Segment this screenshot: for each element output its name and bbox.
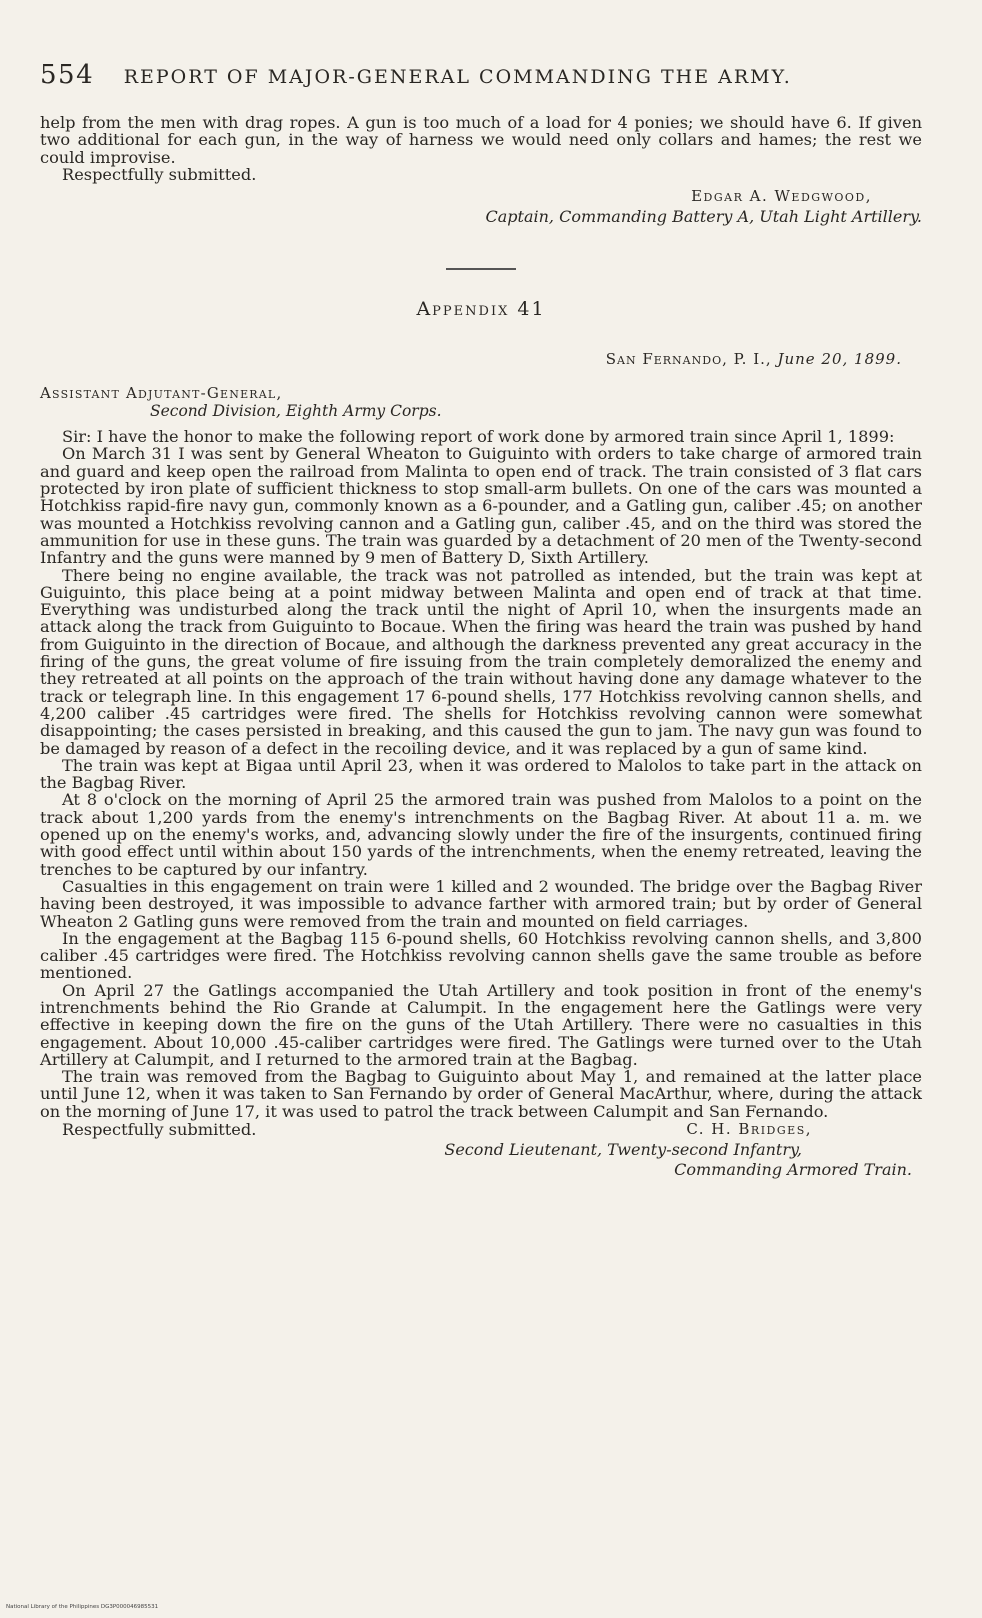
appendix-heading: Appendix 41 <box>416 298 546 321</box>
running-header <box>40 60 922 90</box>
paragraph: The train was removed from the Bagbag to Guiguinto about May 1, and remained at the latter place until June 12, when it was taken to San Fernando by order of General MacArthur, where, during the attack on the morning of June 17, it was used to patrol the track between Calumpit and San Fernando. <box>40 1067 922 1121</box>
letter-signer-name: C. H. Bridges, <box>686 1120 812 1139</box>
first-letter-signer-name: Edgar A. Wedgwood, <box>691 187 872 206</box>
addressee: Assistant Adjutant-General, <box>40 384 283 403</box>
page-number: 554 <box>40 60 95 90</box>
letter-closing: Respectfully submitted. <box>62 1120 257 1140</box>
letter-signer-command: Commanding Armored Train. <box>674 1160 912 1180</box>
paragraph: Casualties in this engagement on train were 1 killed and 2 wounded. The bridge over the Bagbag River having been destroyed, it was impossible to advance farther with armored train; but by order of General Wheaton 2 Gatling guns were removed from the train and mounted on field carriages. <box>40 876 922 931</box>
letter-signer-title: Second Lieutenant, Twenty-second Infantry, <box>444 1140 802 1160</box>
letter-signature-block <box>40 1120 922 1190</box>
scan-footer: National Library of the Philippines DG3P000046985531 <box>6 1604 159 1610</box>
addressee-unit: Second Division, Eighth Army Corps. <box>150 402 442 421</box>
paragraph: In the engagement at the Bagbag 115 6-pound shells, 60 Hotchkiss revolving cannon shells, and 3,800 caliber .45 cartridges were fired. The Hotchkiss revolving cannon shells gave the same trouble as before mentioned. <box>40 928 922 983</box>
paragraph: On March 31 I was sent by General Wheaton to Guiguinto with orders to take charge of armored train and guard and keep open the railroad from Malinta to open end of track. The train consisted of 3 flat cars protected by iron plate of sufficient thickness to stop small-arm bullets. On one of the cars was mounted a Hotchkiss rapid-fire navy gun, commonly known as a 6-pounder, and a Gatling gun, caliber .45; on another was mounted a Hotchkiss revolving cannon and a Gatling gun, caliber .45, and on the third was stored the ammunition for use in these guns. The train was guarded by a detachment of 20 men of the Twenty-second Infantry and the guns were manned by 9 men of Battery D, Sixth Artillery. <box>40 444 922 568</box>
paragraph: The train was kept at Bigaa until April 23, when it was ordered to Malolos to take part in the attack on the Bagbag River. <box>40 755 922 793</box>
header-title: REPORT OF MAJOR-GENERAL COMMANDING THE ARMY. <box>123 66 792 88</box>
paragraph: There being no engine available, the track was not patrolled as intended, but the train was kept at Guiguinto, this place being at a point midway between Malinta and open end of track at that time. Everything was undisturbed along the track until the night of April 10, when the insurgents made an attack along the track from Guiguinto to Bocaue. When the firing was heard the train was pushed by hand from Guiguinto in the direction of Bocaue, and although the darkness prevented any great accuracy in the firing of the guns, the great volume of fire issuing from the train completely demoralized the enemy and they retreated at all points on the approach of the train without having done any damage whatever to the track or telegraph line. In this engagement 17 6-pound shells, 177 Hotchkiss revolving cannon shells, and 4,200 caliber .45 cartridges were fired. The shells for Hotchkiss revolving cannon were somewhat disappointing; the cases persisted in breaking, and this caused the gun to jam. The navy gun was found to be damaged by reason of a defect in the recoiling device, and it was replaced by a gun of same kind. <box>40 565 922 758</box>
first-letter-closing: Respectfully submitted. <box>62 164 257 184</box>
letter-place: San Fernando, P. I., <box>605 350 772 369</box>
paragraph: Sir: I have the honor to make the following report of work done by armored train since April 1, 1899: <box>62 427 895 447</box>
paragraph: On April 27 the Gatlings accompanied the Utah Artillery and took position in front of the enemy's intrenchments behind the Rio Grande at Calumpit. In the engagement here the Gatlings were very effective in keeping down the fire on the guns of the Utah Artillery. There were no casualties in this engagement. About 10,000 .45-caliber cartridges were fired. The Gatlings were turned over to the Utah Artillery at Calumpit, and I returned to the armored train at the Bagbag. <box>40 980 922 1069</box>
first-letter-signer-title: Captain, Commanding Battery A, Utah Light Artillery. <box>485 207 922 227</box>
section-divider <box>446 268 516 270</box>
first-letter-body: help from the men with drag ropes. A gun is too much of a load for 4 ponies; we should have 6. If given two additional for each gun, in the way of harness we would need only collars and hames; the rest we could improvise. <box>40 113 922 167</box>
document-page <box>40 60 922 1190</box>
letter-date: June 20, 1899. <box>777 350 902 369</box>
letter-dateline <box>40 350 902 368</box>
paragraph: At 8 o'clock on the morning of April 25 the armored train was pushed from Malolos to a point on the track about 1,200 yards from the enemy's intrenchments on the Bagbag River. At about 11 a. m. we opened up on the enemy's works, and, advancing slowly under the fire of the insurgents, continued firing with good effect until within about 150 yards of the intrenchments, when the enemy retreated, leaving the trenches to be captured by our infantry. <box>40 790 922 879</box>
